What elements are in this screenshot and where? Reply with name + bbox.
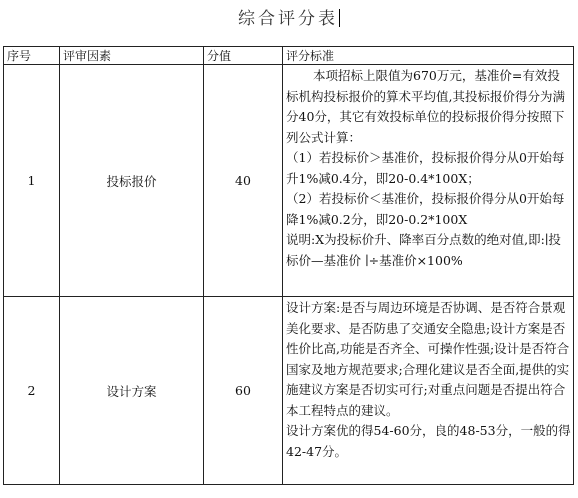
row-score: 60: [204, 297, 283, 485]
table-row: [4, 297, 574, 485]
row-seq: 2: [4, 297, 60, 485]
row-criteria: [283, 297, 574, 485]
row-criteria: [283, 65, 574, 297]
criteria-paragraph: 设计方案:是否与周边环境是否协调、是否符合景观美化要求、是否防患了交通安全隐患;设计方案是否性价比高,功能是否齐全、可操作性强;设计是否符合国家及地方规范要求;合理化建议是否全面,提供的实施建议方案是否切实可行;对重点问题是否提出符合本工程特点的建议。: [286, 300, 570, 418]
header-score: 分值: [204, 47, 283, 65]
row-score: 40: [204, 65, 283, 297]
row-factor: 投标报价: [60, 65, 204, 297]
row-seq: 1: [4, 65, 60, 297]
header-factor: 评审因素: [60, 47, 204, 65]
header-criteria: 评分标准: [283, 47, 574, 65]
table-header-row: [4, 47, 574, 65]
row-factor: 设计方案: [60, 297, 204, 485]
header-seq: 序号: [4, 47, 60, 65]
criteria-paragraph: （2）若投标价＜基准价，投标报价得分从0开始每降1%减0.2分，即20-0.2*100X: [286, 191, 565, 227]
text-cursor: [339, 9, 340, 27]
criteria-paragraph: 设计方案优的得54-60分，良的48-53分，一般的得42-47分。: [286, 423, 571, 459]
page-title: [0, 4, 578, 29]
page-title-text: 综合评分表: [238, 9, 338, 29]
table-row: [4, 65, 574, 297]
criteria-paragraph: （1）若投标价＞基准价，投标报价得分从0开始每升1%减0.4分，即20-0.4*100X；: [286, 150, 565, 186]
scoring-table: [3, 46, 574, 485]
criteria-paragraph: 说明:X为投标价升、降率百分点数的绝对值,即:∣投标价—基准价 ∣÷基准价×100%: [286, 232, 561, 268]
criteria-paragraph: 本项招标上限值为670万元，基准价=有效投标机构投标报价的算术平均值,其投标报价得分为满分40分，其它有效投标单位的投标报价得分按照下列公式计算：: [286, 68, 565, 145]
